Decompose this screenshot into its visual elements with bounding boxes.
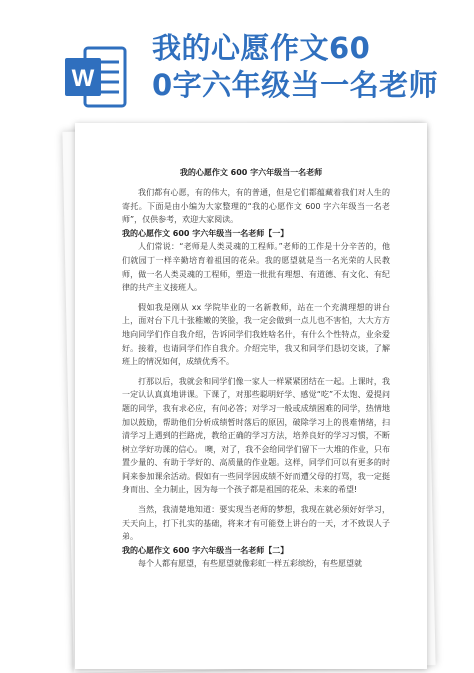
paragraph-4: 当然，我清楚地知道：要实现当老师的梦想，我现在就必须好好学习，天天向上，打下扎实的基础，将来才有可能登上讲台的一天，才不致误人子弟。 — [122, 505, 390, 542]
word-document-icon — [63, 44, 129, 110]
banner-title-line2: 0字六年级当一名老师 — [152, 68, 439, 102]
banner-title — [152, 30, 467, 104]
paragraph-3: 打那以后，我就会和同学们像一家人一样紧紧团结在一起。上课时，我一定认认真真地讲课。下课了，对那些聪明好学、感觉“吃”不太饱、爱提问题的同学，我有求必应，有问必答；对学习一般或成绩困难的同学，热情地加以鼓励，帮助他们分析成绩暂时落后的原因，破除学习上的畏难情绪，扫清学习上遇到的拦路虎，教给正确的学习方法，培养良好的学习习惯，不断树立学好功课的信心。 噢，对了，我不会给同学们留下一大堆的作业，只布置少量的、有助于学好的、高质量的作业题。这样，同学们可以有更多的时间来参加课余活动。假如有一些同学因成绩不好而遭父母的打骂，我一定挺身而出、全力制止，因为每一个孩子都是祖国的花朵、未来的希望! — [122, 376, 390, 495]
banner-title-line1: 我的心愿作文60 — [152, 31, 371, 65]
banner-header — [0, 0, 474, 120]
word-icon-letter: W — [71, 65, 95, 92]
section-heading-2: 我的心愿作文 600 字六年级当一名老师【二】 — [122, 545, 289, 555]
document-body — [122, 186, 390, 571]
document-title: 我的心愿作文 600 字六年级当一名老师 — [179, 168, 323, 177]
paragraph-1: 人们常说：“老师是人类灵魂的工程师。”老师的工作是十分辛苦的，他们就园丁一样辛勤培育着祖国的花朵。我的愿望就是当一名光荣的人民教师，做一名人类灵魂的工程师，塑造一批批有理想、有道德、有文化、有纪律的共产主义接班人。 — [122, 242, 390, 293]
paragraph-5: 每个人都有愿望，有些愿望就像彩虹一样五彩缤纷，有些愿望就 — [138, 559, 362, 569]
section-heading-1: 我的心愿作文 600 字六年级当一名老师【一】 — [122, 228, 289, 238]
intro-paragraph: 我们都有心愿，有的伟大，有的普通，但是它们都蕴藏着我们对人生的寄托。下面是由小编为大家整理的“我的心愿作文 600 字六年级当一名老师”，仅供参考，欢迎大家阅读。 — [122, 188, 390, 225]
document-page — [75, 123, 427, 669]
paragraph-2: 假如我是刚从 xx 学院毕业的一名新教师，站在一个充满理想的讲台上，面对台下几十张稚嫩的笑脸，我一定会做到一点儿也不害怕，大大方方地向同学们作自我介绍，告诉同学们我姓啥名什，有什么个性特点，业余爱好。接着，也请同学们作自我介。介绍完毕，我又和同学们恳切交谈，了解班上的情况如何，成绩优秀不。 — [122, 302, 390, 367]
